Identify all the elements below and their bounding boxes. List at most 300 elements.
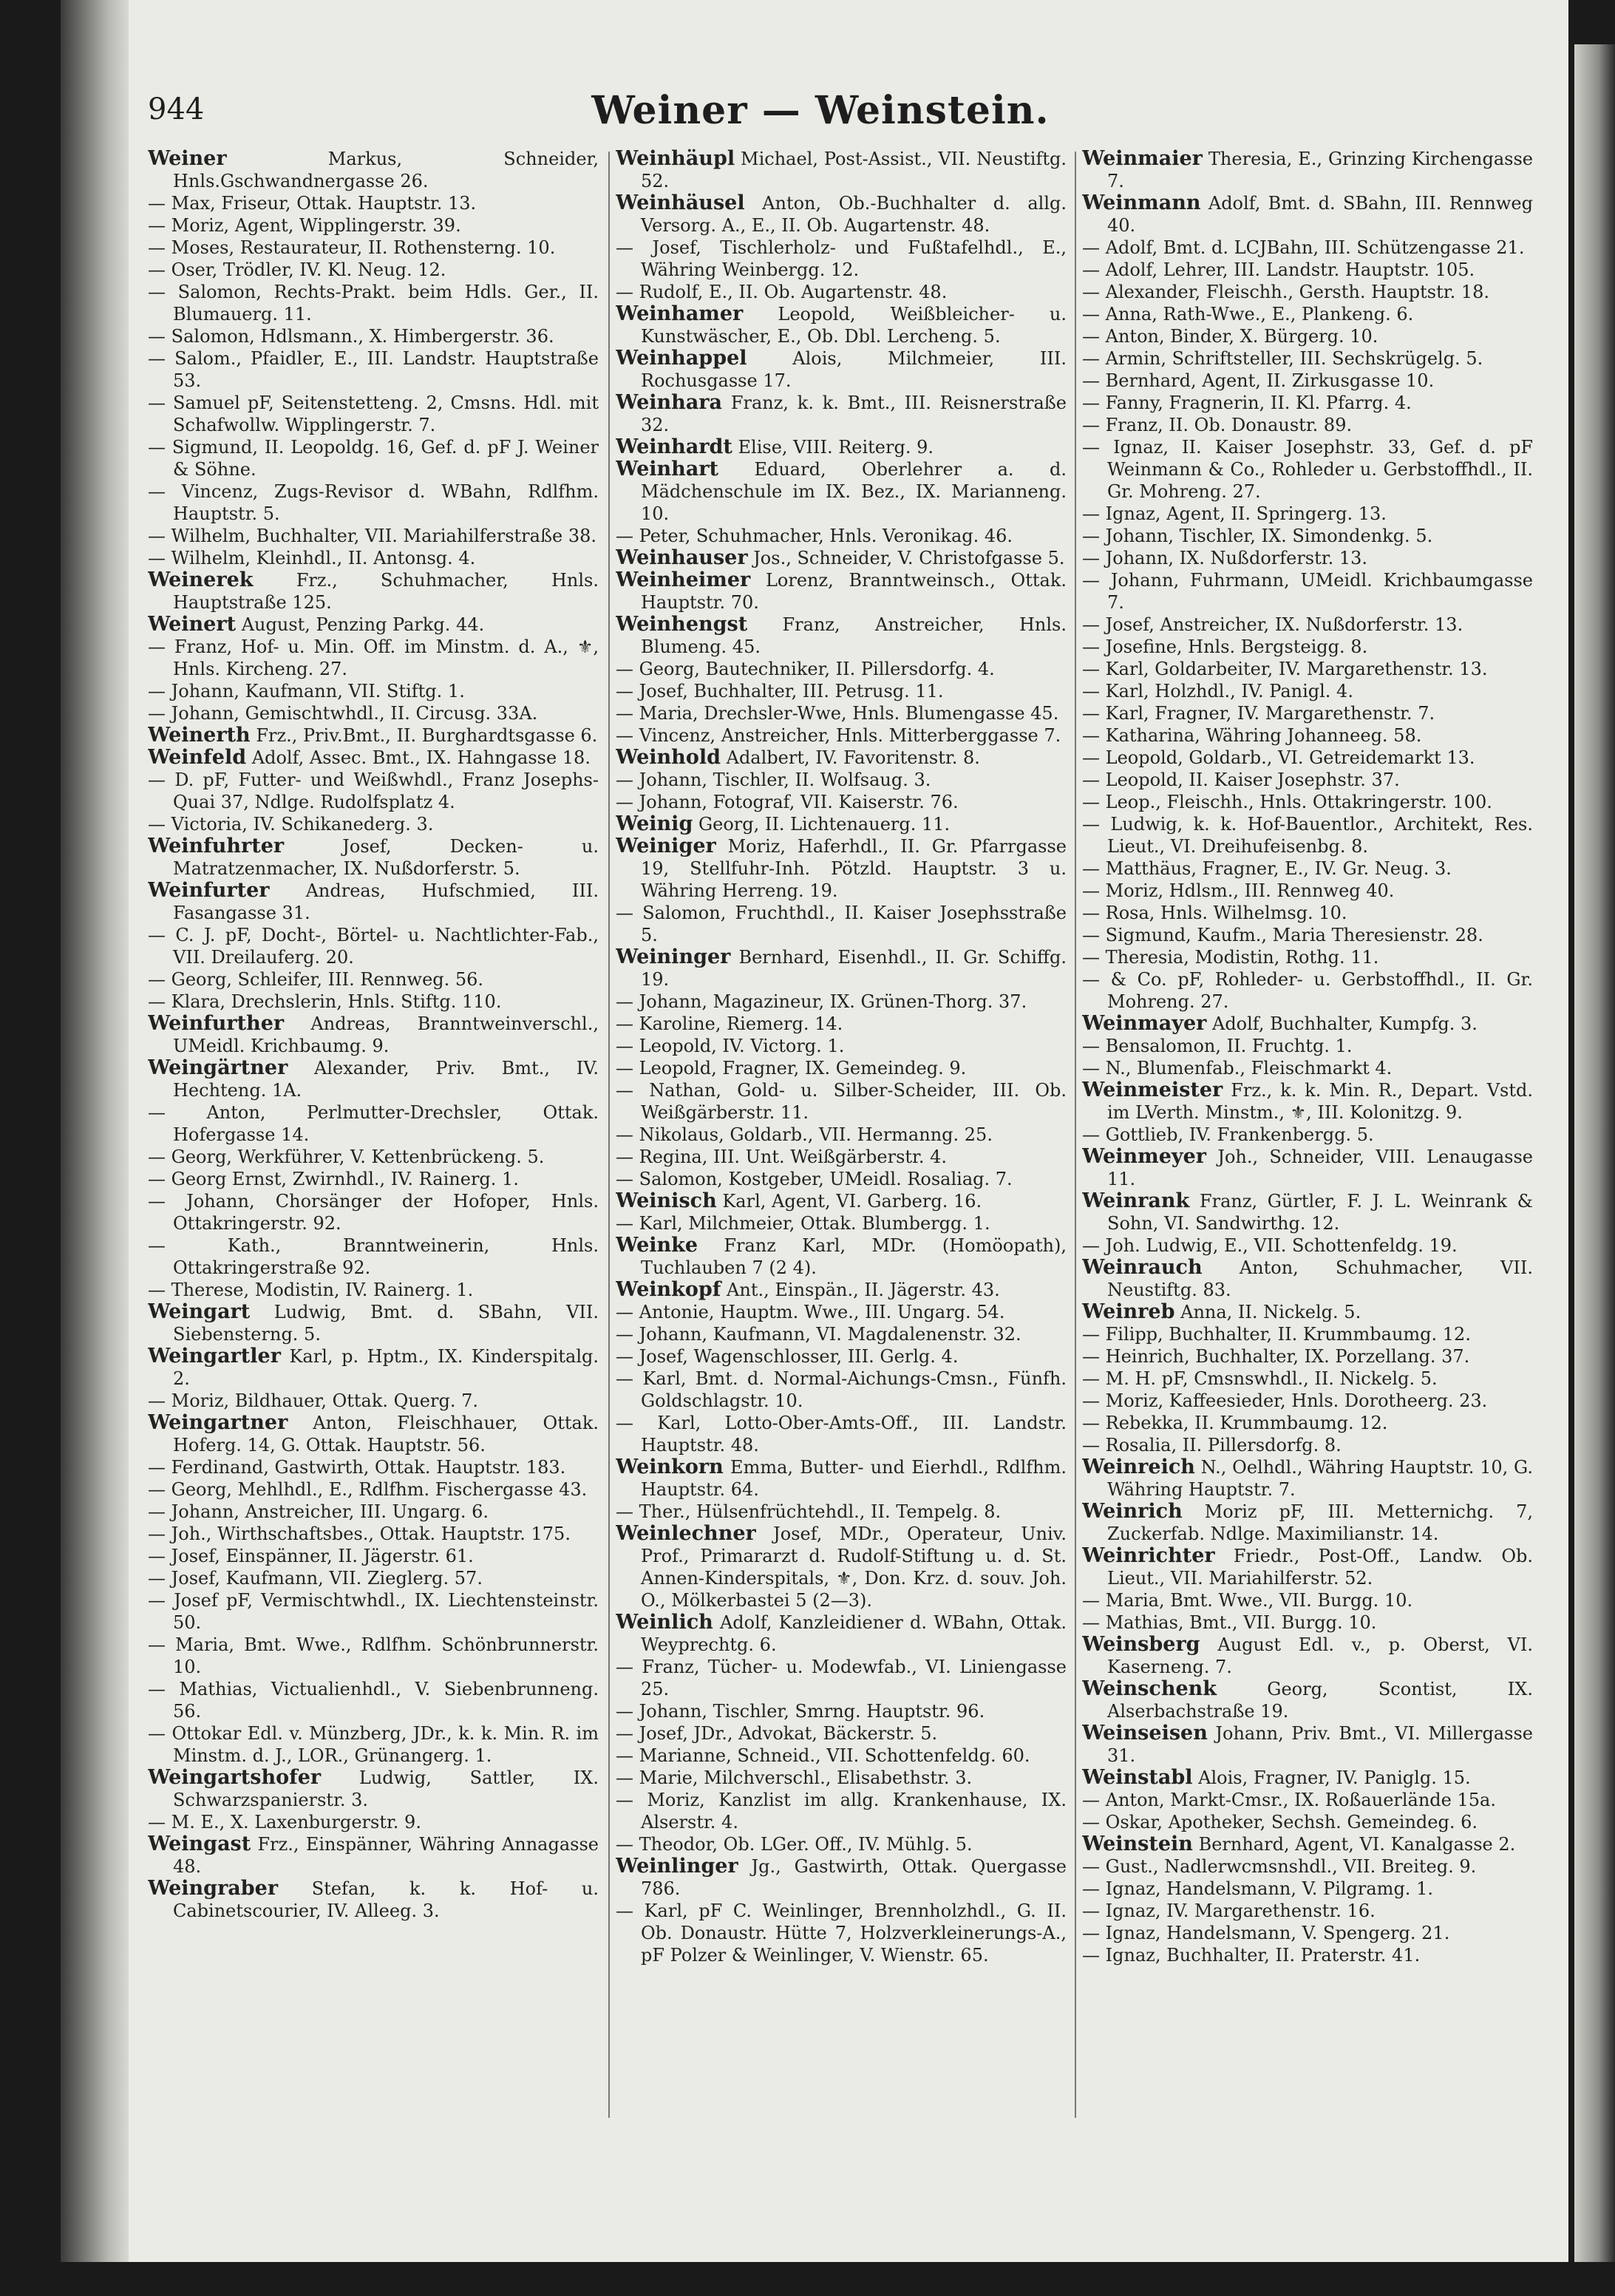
directory-entry-sub: [1082, 747, 1533, 769]
entry-text: Sigmund, II. Leopoldg. 16, Gef. d. pF J. Weiner & Söhne.: [171, 437, 599, 480]
directory-entry-sub: [616, 1124, 1067, 1146]
entry-text: Georg, II. Lichtenauerg. 11.: [698, 814, 951, 835]
entry-text: Elise, VIII. Reiterg. 9.: [738, 437, 934, 458]
entry-text: Franz, Hof- u. Min. Off. im Minstm. d. A., ⚜, Hnls. Kircheng. 27.: [173, 636, 599, 679]
directory-entry-sub: [1082, 946, 1533, 968]
entry-text: Ignaz, Handelsmann, V. Spengerg. 21.: [1105, 1923, 1450, 1943]
directory-entry-sub: [1082, 347, 1533, 370]
directory-entry-sub: [148, 480, 599, 525]
entry-surname: Weinlich: [616, 1611, 713, 1634]
entry-text: Josef, Einspänner, II. Jägerstr. 61.: [171, 1546, 474, 1566]
entry-text: Ignaz, Buchhalter, II. Praterstr. 41.: [1105, 1945, 1421, 1966]
entry-text: Josefine, Hnls. Bergsteigg. 8.: [1105, 636, 1368, 657]
directory-entry-sub: [1082, 1589, 1533, 1611]
entry-text: Bernhard, Agent, II. Zirkusgasse 10.: [1105, 370, 1435, 391]
entry-text: Ignaz, II. Kaiser Josephstr. 33, Gef. d. pF Weinmann & Co., Rohleder u. Gerbstoffhdl., II. Gr. Mohreng. 27.: [1107, 437, 1533, 502]
entry-text: M. E., X. Laxenburgerstr. 9.: [171, 1812, 421, 1833]
entry-surname: Weinrichter: [1082, 1544, 1215, 1567]
directory-entry-sub: [616, 1745, 1067, 1767]
entry-surname: Weinmeyer: [1082, 1145, 1207, 1168]
directory-entry-surname: [616, 303, 1067, 347]
directory-entry-surname: [1082, 1722, 1533, 1767]
entry-text: Frz., Priv.Bmt., II. Burghardtsgasse 6.: [256, 725, 598, 746]
directory-entry-sub: [148, 281, 599, 325]
entry-surname: Weingartner: [148, 1411, 288, 1434]
directory-entry-sub: [1082, 503, 1533, 525]
directory-entry-surname: [148, 747, 599, 769]
directory-entry-sub: [1082, 1057, 1533, 1079]
entry-text: Josef, MDr., Operateur, Univ. Prof., Primararzt d. Rudolf-Stiftung u. d. St. Annen-Kinderspitals, ⚜, Don. Krz. d. souv. Joh. O., Mölkerbastei 5 (2—3).: [641, 1524, 1067, 1611]
directory-entry-sub: [616, 1789, 1067, 1833]
directory-entry-sub: [616, 1833, 1067, 1855]
entry-surname: Weinrauch: [1082, 1256, 1203, 1279]
entry-text: Leopold, Weißbleicher- u. Kunstwäscher, E., Ob. Dbl. Lercheng. 5.: [641, 304, 1067, 347]
entry-text: Ignaz, Handelsmann, V. Pilgramg. 1.: [1105, 1878, 1433, 1899]
directory-entry-sub: [1082, 1412, 1533, 1434]
column-divider: [1075, 152, 1076, 2118]
directory-entry-sub: [1082, 968, 1533, 1013]
directory-entry-sub: [616, 1079, 1067, 1124]
entry-text: Leopold, Fragner, IX. Gemeindeg. 9.: [639, 1058, 967, 1079]
entry-text: Lorenz, Branntweinsch., Ottak. Hauptstr. 70.: [641, 570, 1067, 613]
entry-text: Jos., Schneider, V. Christofgasse 5.: [753, 548, 1065, 568]
entry-text: Anna, II. Nickelg. 5.: [1180, 1302, 1361, 1322]
directory-entry-sub: [616, 724, 1067, 747]
entry-text: Franz, Gürtler, F. J. L. Weinrank & Sohn, VI. Sandwirthg. 12.: [1107, 1191, 1533, 1234]
directory-entry-surname: [616, 813, 1067, 835]
entry-text: Johann, Tischler, Smrng. Hauptstr. 96.: [639, 1701, 985, 1722]
entry-text: Nathan, Gold- u. Silber-Scheider, III. Ob. Weißgärberstr. 11.: [641, 1080, 1067, 1123]
directory-entry-sub: [148, 1234, 599, 1279]
entry-text: Salomon, Hdlsmann., X. Himbergerstr. 36.: [171, 326, 554, 347]
entry-surname: Weinstabl: [1082, 1766, 1193, 1789]
entry-text: Regina, III. Unt. Weißgärberstr. 4.: [639, 1147, 948, 1167]
directory-entry-surname: [616, 614, 1067, 658]
entry-surname: Weingast: [148, 1833, 251, 1855]
directory-entry-sub: [1082, 1390, 1533, 1412]
entry-text: Franz, Anstreicher, Hnls. Blumeng. 45.: [641, 614, 1067, 657]
page-title: Weiner — Weinstein.: [591, 88, 1050, 133]
entry-text: Theodor, Ob. LGer. Off., IV. Mühlg. 5.: [639, 1834, 973, 1855]
entry-text: Adalbert, IV. Favoritenstr. 8.: [726, 747, 980, 768]
directory-entry-surname: [616, 1523, 1067, 1611]
entry-text: Moses, Restaurateur, II. Rothensterng. 10.: [171, 237, 556, 258]
directory-entry-sub: [1082, 902, 1533, 924]
directory-entry-sub: [148, 813, 599, 835]
directory-entry-sub: [1082, 259, 1533, 281]
directory-entry-sub: [616, 237, 1067, 281]
directory-entry-surname: [1082, 1634, 1533, 1678]
directory-entry-sub: [616, 769, 1067, 791]
entry-text: Josef, Anstreicher, IX. Nußdorferstr. 13.: [1105, 614, 1463, 635]
directory-entry-surname: [1082, 1501, 1533, 1545]
directory-entry-sub: [616, 1057, 1067, 1079]
directory-entry-surname: [148, 614, 599, 636]
entry-text: Maria, Drechsler-Wwe, Hnls. Blumengasse 45.: [639, 703, 1059, 724]
directory-entry-surname: [616, 1190, 1067, 1212]
entry-text: Johann, Fuhrmann, UMeidl. Krichbaumgasse 7.: [1107, 570, 1533, 613]
directory-entry-sub: [148, 259, 599, 281]
directory-entry-sub: [1082, 569, 1533, 614]
entry-text: Vincenz, Zugs-Revisor d. WBahn, Rdlfhm. Hauptstr. 5.: [173, 481, 599, 524]
entry-text: Georg, Schleifer, III. Rennweg. 56.: [171, 969, 484, 990]
entry-text: Johann, IX. Nußdorferstr. 13.: [1105, 548, 1368, 568]
entry-text: Sigmund, Kaufm., Maria Theresienstr. 28.: [1105, 925, 1483, 945]
directory-entry-sub: [148, 547, 599, 569]
entry-text: Adolf, Assec. Bmt., IX. Hahngasse 18.: [251, 747, 591, 768]
directory-entry-sub: [616, 658, 1067, 680]
page-header: [148, 88, 1552, 144]
directory-entry-surname: [616, 1456, 1067, 1501]
entry-text: M. H. pF, Cmsnswhdl., II. Nickelg. 5.: [1105, 1368, 1438, 1389]
directory-entry-sub: [616, 1323, 1067, 1345]
directory-entry-sub: [148, 636, 599, 680]
directory-entry-sub: [148, 1190, 599, 1234]
page-edge-shadow: [1574, 44, 1615, 2262]
entry-text: Karl, Holzhdl., IV. Panigl. 4.: [1105, 681, 1353, 702]
entry-text: Maria, Bmt. Wwe., VII. Burgg. 10.: [1105, 1590, 1413, 1611]
entry-text: Anton, Binder, X. Bürgerg. 10.: [1105, 326, 1378, 347]
directory-entry-sub: [148, 1634, 599, 1678]
directory-entry-sub: [1082, 547, 1533, 569]
entry-text: Josef, JDr., Advokat, Bäckerstr. 5.: [639, 1723, 938, 1744]
entry-surname: Weinlechner: [616, 1522, 756, 1545]
directory-entry-surname: [1082, 1146, 1533, 1190]
directory-entry-sub: [1082, 1124, 1533, 1146]
entry-text: Gottlieb, IV. Frankenbergg. 5.: [1105, 1124, 1374, 1145]
entry-text: Anton, Ob.-Buchhalter d. allg. Versorg. A., E., II. Ob. Augartenstr. 48.: [641, 193, 1067, 236]
column-divider: [608, 152, 610, 2118]
entry-text: Bernhard, Eisenhdl., II. Gr. Schiffg. 19.: [641, 947, 1067, 990]
entry-surname: Weinhäupl: [616, 148, 735, 170]
entry-text: Salomon, Fruchthdl., II. Kaiser Josephsstraße 5.: [641, 903, 1067, 945]
entry-text: Armin, Schriftsteller, III. Sechskrügelg. 5.: [1105, 348, 1483, 369]
entry-text: C. J. pF, Docht-, Börtel- u. Nachtlichter-Fab., VII. Dreilauferg. 20.: [173, 925, 599, 968]
directory-entry-sub: [616, 791, 1067, 813]
entry-surname: Weinke: [616, 1234, 698, 1257]
entry-text: Victoria, IV. Schikanederg. 3.: [171, 814, 434, 835]
entry-text: Karl, Milchmeier, Ottak. Blumbergg. 1.: [639, 1213, 990, 1234]
entry-text: Wilhelm, Buchhalter, VII. Mariahilferstraße 38.: [171, 526, 596, 546]
directory-entry-sub: [616, 1700, 1067, 1722]
entry-text: Rebekka, II. Krummbaumg. 12.: [1105, 1413, 1388, 1433]
directory-entry-surname: [1082, 1301, 1533, 1323]
directory-entry-surname: [148, 1301, 599, 1345]
entry-text: Alexander, Fleischh., Gersth. Hauptstr. 18.: [1105, 282, 1490, 302]
directory-entry-sub: [616, 702, 1067, 724]
entry-text: Anton, Schuhmacher, VII. Neustiftg. 83.: [1107, 1257, 1533, 1300]
entry-text: Frz., Schuhmacher, Hnls. Hauptstraße 125.: [173, 570, 599, 613]
directory-entry-sub: [616, 1501, 1067, 1523]
entry-surname: Weingärtner: [148, 1056, 288, 1079]
directory-entry-sub: [1082, 791, 1533, 813]
directory-entry-sub: [1082, 1900, 1533, 1922]
directory-entry-sub: [1082, 1323, 1533, 1345]
entry-text: Theresia, E., Grinzing Kirchengasse 7.: [1107, 149, 1533, 191]
directory-entry-surname: [616, 1279, 1067, 1301]
entry-text: August Edl. v., p. Oberst, VI. Kaserneng. 7.: [1107, 1634, 1533, 1677]
entry-surname: Weinhamer: [616, 302, 744, 325]
directory-entry-sub: [148, 1523, 599, 1545]
entry-text: Ther., Hülsenfrüchtehdl., II. Tempelg. 8.: [639, 1501, 1002, 1522]
entry-text: Karl, pF C. Weinlinger, Brennholzhdl., G. II. Ob. Donaustr. Hütte 7, Holzverkleinerungs-A., pF Polzer & Weinlinger, V. Wienstr. 65.: [641, 1901, 1067, 1966]
entry-surname: Weinert: [148, 613, 237, 636]
directory-entry-sub: [1082, 436, 1533, 503]
entry-text: Leop., Fleischh., Hnls. Ottakringerstr. 100.: [1105, 792, 1492, 812]
entry-text: Andreas, Hufschmied, III. Fasangasse 31.: [173, 880, 599, 923]
directory-entry-sub: [616, 1168, 1067, 1190]
entry-text: Frz., k. k. Min. R., Depart. Vstd. im LVerth. Minstm., ⚜, III. Kolonitzg. 9.: [1107, 1080, 1533, 1123]
directory-entry-sub: [148, 968, 599, 991]
directory-entry-sub: [616, 1345, 1067, 1368]
entry-text: Theresia, Modistin, Rothg. 11.: [1105, 947, 1379, 968]
entry-text: Josef, Decken- u. Matratzenmacher, IX. Nußdorferstr. 5.: [173, 836, 599, 879]
entry-surname: Weinfurter: [148, 879, 270, 902]
directory-entry-sub: [616, 1035, 1067, 1057]
entry-surname: Weinlinger: [616, 1855, 738, 1878]
entry-text: Markus, Schneider, Hnls.Gschwandnergasse 26.: [173, 149, 599, 191]
directory-entry-sub: [1082, 924, 1533, 946]
directory-entry-sub: [1082, 680, 1533, 702]
directory-entry-sub: [1082, 1944, 1533, 1966]
entry-text: Moriz, Hdlsm., III. Rennweg 40.: [1105, 880, 1395, 901]
entry-text: Bernhard, Agent, VI. Kanalgasse 2.: [1198, 1834, 1516, 1855]
directory-entry-sub: [1082, 658, 1533, 680]
directory-entry-surname: [1082, 1257, 1533, 1301]
directory-entry-sub: [1082, 880, 1533, 902]
directory-entry-sub: [148, 991, 599, 1013]
entry-surname: Weingart: [148, 1300, 251, 1323]
directory-entry-sub: [1082, 1878, 1533, 1900]
directory-entry-sub: [1082, 769, 1533, 791]
entry-text: Andreas, Branntweinverschl., UMeidl. Krichbaumg. 9.: [173, 1013, 599, 1056]
directory-entry-sub: [148, 325, 599, 347]
entry-text: Anna, Rath-Wwe., E., Plankeng. 6.: [1105, 304, 1414, 325]
directory-entry-sub: [616, 1212, 1067, 1234]
directory-entry-surname: [148, 148, 599, 192]
directory-entry-sub: [1082, 1789, 1533, 1811]
directory-entry-sub: [148, 924, 599, 968]
entry-text: Johann, Kaufmann, VII. Stiftg. 1.: [171, 681, 465, 702]
entry-surname: Weinrank: [1082, 1189, 1190, 1212]
entry-text: Anton, Fleischhauer, Ottak. Hoferg. 14, G. Ottak. Hauptstr. 56.: [173, 1413, 599, 1456]
directory-entry-sub: [1082, 370, 1533, 392]
directory-entry-sub: [148, 769, 599, 813]
entry-text: Josef, Wagenschlosser, III. Gerlg. 4.: [639, 1346, 959, 1367]
entry-text: Peter, Schuhmacher, Hnls. Veronikag. 46.: [639, 526, 1013, 546]
entry-surname: Weinerth: [148, 724, 251, 747]
entry-text: Josef, Kaufmann, VII. Zieglerg. 57.: [171, 1568, 483, 1589]
entry-surname: Weinmann: [1082, 191, 1201, 214]
entry-text: Klara, Drechslerin, Hnls. Stiftg. 110.: [171, 991, 502, 1012]
entry-text: Emma, Butter- und Eierhdl., Rdlfhm. Hauptstr. 64.: [641, 1457, 1067, 1500]
directory-entry-sub: [616, 991, 1067, 1013]
entry-text: Ignaz, IV. Margarethenstr. 16.: [1105, 1901, 1376, 1921]
directory-entry-sub: [1082, 525, 1533, 547]
entry-text: Johann, Tischler, IX. Simondenkg. 5.: [1105, 526, 1433, 546]
directory-entry-sub: [148, 1478, 599, 1501]
directory-entry-sub: [148, 237, 599, 259]
directory-entry-surname: [616, 436, 1067, 458]
entry-text: Johann, Fotograf, VII. Kaiserstr. 76.: [639, 792, 959, 812]
directory-entry-sub: [148, 1279, 599, 1301]
entry-text: Nikolaus, Goldarb., VII. Hermanng. 25.: [639, 1124, 993, 1145]
entry-text: Alois, Milchmeier, III. Rochusgasse 17.: [641, 348, 1067, 391]
entry-text: Adolf, Kanzleidiener d. WBahn, Ottak. Weyprechtg. 6.: [641, 1612, 1067, 1655]
entry-text: Johann, Kaufmann, VI. Magdalenenstr. 32.: [639, 1324, 1021, 1345]
directory-entry-sub: [1082, 303, 1533, 325]
entry-surname: Weinfuhrter: [148, 835, 285, 857]
directory-entry-surname: [616, 547, 1067, 569]
directory-entry-sub: [148, 1101, 599, 1146]
directory-entry-surname: [1082, 1767, 1533, 1789]
directory-entry-surname: [616, 1234, 1067, 1279]
directory-column-1: [148, 148, 599, 2144]
entry-text: Mathias, Victualienhdl., V. Siebenbrunneng. 56.: [173, 1679, 599, 1722]
entry-text: Johann, Magazineur, IX. Grünen-Thorg. 37.: [639, 991, 1027, 1012]
entry-text: Rudolf, E., II. Ob. Augartenstr. 48.: [639, 282, 948, 302]
entry-text: Joh., Wirthschaftsbes., Ottak. Hauptstr. 175.: [171, 1524, 571, 1544]
entry-text: Wilhelm, Kleinhdl., II. Antonsg. 4.: [171, 548, 476, 568]
entry-text: Joh. Ludwig, E., VII. Schottenfeldg. 19.: [1105, 1235, 1458, 1256]
directory-entry-sub: [616, 1412, 1067, 1456]
entry-surname: Weinreb: [1082, 1300, 1175, 1323]
entry-text: Adolf, Lehrer, III. Landstr. Hauptstr. 105.: [1105, 259, 1475, 280]
directory-entry-surname: [148, 569, 599, 614]
directory-entry-sub: [616, 1767, 1067, 1789]
directory-entry-sub: [1082, 1234, 1533, 1257]
directory-entry-surname: [616, 747, 1067, 769]
entry-text: Stefan, k. k. Hof- u. Cabinetscourier, IV. Alleeg. 3.: [173, 1878, 599, 1921]
directory-entry-surname: [148, 1345, 599, 1390]
entry-text: Josef pF, Vermischtwhdl., IX. Liechtensteinstr. 50.: [173, 1590, 599, 1633]
entry-text: Karoline, Riemerg. 14.: [639, 1013, 843, 1034]
directory-entry-sub: [148, 1567, 599, 1589]
directory-entry-surname: [148, 724, 599, 747]
entry-surname: Weinmayer: [1082, 1012, 1207, 1035]
directory-entry-sub: [1082, 392, 1533, 414]
directory-entry-surname: [148, 880, 599, 924]
entry-surname: Weinhold: [616, 746, 721, 769]
directory-entry-surname: [148, 1878, 599, 1922]
entry-text: Heinrich, Buchhalter, IX. Porzellang. 37.: [1105, 1346, 1470, 1367]
entry-text: Franz Karl, MDr. (Homöopath), Tuchlauben 7 (2 4).: [641, 1235, 1067, 1278]
directory-entry-sub: [148, 1390, 599, 1412]
directory-entry-sub: [1082, 857, 1533, 880]
entry-surname: Weinhäusel: [616, 191, 745, 214]
entry-text: Moriz pF, III. Metternichg. 7, Zuckerfab. Ndlge. Maximilianstr. 14.: [1107, 1501, 1533, 1544]
entry-text: Ignaz, Agent, II. Springerg. 13.: [1105, 503, 1387, 524]
entry-text: N., Oelhdl., Währing Hauptstr. 10, G. Währing Hauptstr. 7.: [1107, 1457, 1533, 1500]
directory-entry-sub: [1082, 636, 1533, 658]
entry-text: Karl, Lotto-Ober-Amts-Off., III. Landstr. Hauptstr. 48.: [641, 1413, 1067, 1456]
entry-text: & Co. pF, Rohleder- u. Gerbstoffhdl., II. Gr. Mohreng. 27.: [1107, 969, 1533, 1012]
directory-entry-sub: [616, 1722, 1067, 1745]
directory-entry-sub: [1082, 1811, 1533, 1833]
entry-text: Salom., Pfaidler, E., III. Landstr. Hauptstraße 53.: [173, 348, 599, 391]
directory-entry-sub: [616, 1900, 1067, 1966]
entry-text: Franz, II. Ob. Donaustr. 89.: [1105, 415, 1353, 435]
directory-entry-sub: [1082, 1434, 1533, 1456]
directory-entry-surname: [616, 1855, 1067, 1900]
entry-text: Rosa, Hnls. Wilhelmsg. 10.: [1105, 903, 1347, 923]
entry-surname: Weinhengst: [616, 613, 748, 636]
directory-entry-sub: [148, 525, 599, 547]
entry-text: Georg, Mehlhdl., E., Rdlfhm. Fischergasse 43.: [171, 1479, 588, 1500]
entry-surname: Weinhappel: [616, 347, 747, 370]
directory-entry-surname: [1082, 192, 1533, 237]
directory-entry-sub: [1082, 325, 1533, 347]
directory-entry-surname: [616, 192, 1067, 237]
directory-entry-surname: [148, 1013, 599, 1057]
directory-entry-surname: [1082, 1545, 1533, 1589]
entry-surname: Weinfeld: [148, 746, 247, 769]
entry-surname: Weingartshofer: [148, 1766, 322, 1789]
entry-surname: Weinhara: [616, 391, 723, 414]
entry-text: Moriz, Haferhdl., II. Gr. Pfarrgasse 19, Stellfuhr-Inh. Pötzld. Hauptstr. 3 u. Währing Herreng. 19.: [641, 836, 1067, 901]
entry-text: Ludwig, Sattler, IX. Schwarzspanierstr. 3.: [173, 1767, 599, 1810]
entry-surname: Weinreich: [1082, 1456, 1195, 1478]
entry-text: Johann, Gemischtwhdl., II. Circusg. 33A.: [171, 703, 538, 724]
entry-text: Marie, Milchverschl., Elisabethstr. 3.: [639, 1767, 973, 1788]
directory-entry-surname: [148, 835, 599, 880]
entry-text: Franz, Tücher- u. Modewfab., VI. Liniengasse 25.: [641, 1657, 1067, 1699]
directory-entry-sub: [148, 1811, 599, 1833]
entry-text: Gust., Nadlerwcmsnshdl., VII. Breiteg. 9.: [1105, 1856, 1477, 1877]
entry-text: Johann, Anstreicher, III. Ungarg. 6.: [171, 1501, 489, 1522]
directory-column-3: [1082, 148, 1533, 2144]
directory-entry-sub: [616, 525, 1067, 547]
directory-entry-surname: [616, 392, 1067, 436]
directory-entry-surname: [1082, 1833, 1533, 1855]
entry-surname: Weinrich: [1082, 1500, 1183, 1523]
directory-entry-sub: [1082, 281, 1533, 303]
entry-text: Moriz, Kanzlist im allg. Krankenhause, IX. Alserstr. 4.: [641, 1790, 1067, 1833]
directory-entry-sub: [148, 436, 599, 480]
entry-text: Ludwig, Bmt. d. SBahn, VII. Siebensterng. 5.: [173, 1302, 599, 1345]
entry-text: Joh., Schneider, VIII. Lenaugasse 11.: [1107, 1147, 1533, 1189]
entry-text: Georg, Scontist, IX. Alserbachstraße 19.: [1107, 1679, 1533, 1722]
directory-entry-sub: [148, 680, 599, 702]
entry-text: Max, Friseur, Ottak. Hauptstr. 13.: [171, 193, 477, 214]
entry-surname: Weinmeister: [1082, 1079, 1223, 1101]
directory-column-2: [616, 148, 1067, 2144]
book-spine-shadow: [61, 0, 129, 2262]
entry-text: Karl, Agent, VI. Garberg. 16.: [722, 1191, 982, 1212]
entry-text: Bensalomon, II. Fruchtg. 1.: [1105, 1036, 1353, 1056]
directory-entry-sub: [1082, 1611, 1533, 1634]
entry-text: Michael, Post-Assist., VII. Neustiftg. 52.: [641, 149, 1067, 191]
entry-text: Karl, Fragner, IV. Margarethenstr. 7.: [1105, 703, 1435, 724]
entry-text: Adolf, Buchhalter, Kumpfg. 3.: [1211, 1013, 1478, 1034]
entry-surname: Weininger: [616, 945, 731, 968]
entry-text: Ludwig, k. k. Hof-Bauentlor., Architekt, Res. Lieut., VI. Dreihufeisenbg. 8.: [1107, 814, 1533, 857]
directory-entry-sub: [616, 902, 1067, 946]
entry-text: Moriz, Bildhauer, Ottak. Querg. 7.: [171, 1390, 478, 1411]
entry-text: Adolf, Bmt. d. SBahn, III. Rennweg 40.: [1107, 193, 1533, 236]
directory-entry-sub: [1082, 237, 1533, 259]
entry-text: Leopold, II. Kaiser Josephstr. 37.: [1105, 770, 1400, 790]
directory-entry-surname: [616, 1611, 1067, 1656]
directory-entry-sub: [616, 680, 1067, 702]
directory-entry-sub: [148, 192, 599, 214]
entry-surname: Weinhart: [616, 458, 719, 480]
page-number: 944: [148, 92, 205, 126]
directory-entry-sub: [1082, 1922, 1533, 1944]
directory-entry-surname: [1082, 1013, 1533, 1035]
entry-surname: Weinmaier: [1082, 148, 1203, 170]
directory-entry-sub: [616, 1656, 1067, 1700]
